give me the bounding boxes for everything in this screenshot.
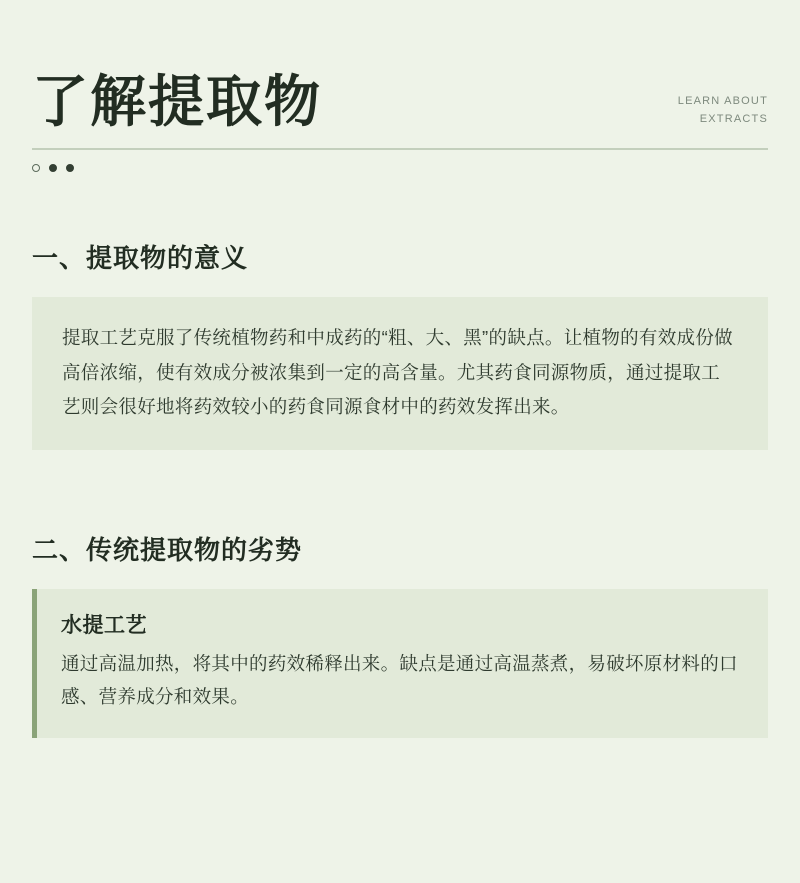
subtitle-line-2: EXTRACTS <box>699 112 768 125</box>
dot-indicator-1 <box>32 164 40 172</box>
card-body-water-extraction: 通过高温加热，将其中的药效稀释出来。缺点是通过高温蒸煮，易破坏原材料的口感、营养成分和效果。 <box>61 653 738 708</box>
header-divider <box>32 148 768 150</box>
section-extract-significance <box>0 238 800 450</box>
section-heading-1: 一、提取物的意义 <box>32 243 249 274</box>
section-2-card <box>32 589 768 738</box>
dot-indicator-3 <box>66 164 74 172</box>
dot-indicator-2 <box>49 164 57 172</box>
section-heading-2: 二、传统提取物的劣势 <box>32 535 303 566</box>
section-1-body-panel <box>32 297 768 450</box>
page-header <box>0 70 800 134</box>
title-subtitle-english <box>678 93 768 128</box>
page-root <box>0 70 800 883</box>
page-title: 了解提取物 <box>32 70 322 133</box>
subtitle-line-1: LEARN ABOUT <box>677 95 768 108</box>
card-title-water-extraction: 水提工艺 <box>61 614 147 638</box>
section-traditional-disadvantages <box>0 530 800 738</box>
section-1-body-text: 提取工艺克服了传统植物药和中成药的“粗、大、黑”的缺点。让植物的有效成份做高倍浓缩，使有效成分被浓集到一定的高含量。尤其药食同源物质，通过提取工艺则会很好地将药效较小的药食同源食材中的药效发挥出来。 <box>62 327 733 417</box>
dot-indicator-group <box>32 164 800 172</box>
